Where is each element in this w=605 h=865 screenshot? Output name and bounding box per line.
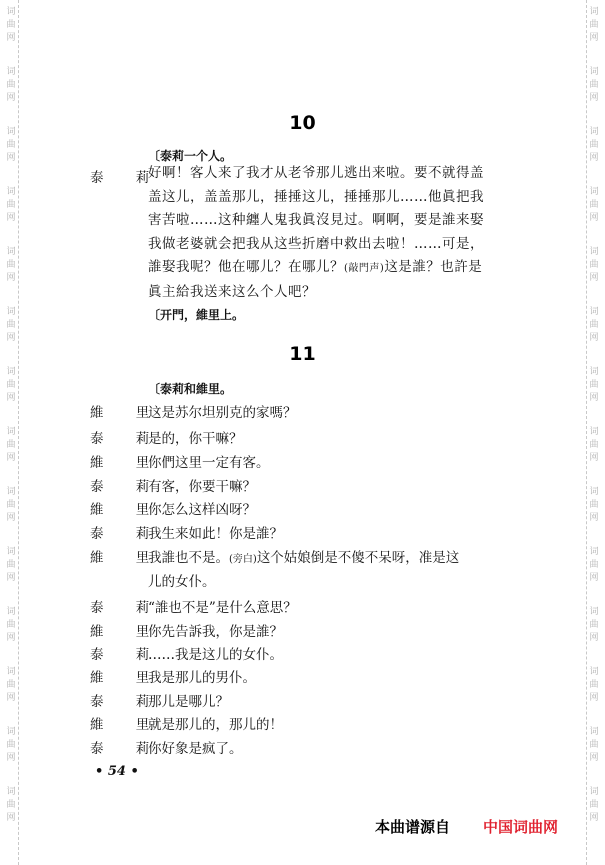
dialogue-speaker: 泰 莉 bbox=[90, 741, 164, 757]
dialogue-line: 你們这里一定有客。 bbox=[148, 455, 270, 471]
watermark-stamp: 词 曲 网 bbox=[6, 487, 16, 523]
dialogue-speaker: 維 里 bbox=[90, 502, 164, 518]
scene-10-number: 10 bbox=[289, 112, 316, 134]
dialogue-line: 就是那儿的，那儿的！ bbox=[148, 717, 283, 733]
watermark-stamp: 词 曲 网 bbox=[6, 307, 16, 343]
watermark-stamp: 词 曲 网 bbox=[589, 127, 599, 163]
watermark-stamp: 词 曲 网 bbox=[6, 67, 16, 103]
dialogue-line: 是的，你干嘛？ bbox=[148, 431, 243, 447]
watermark-stamp: 词 曲 网 bbox=[6, 7, 16, 43]
source-label: 本曲谱源自 bbox=[375, 818, 451, 836]
watermark-stamp: 词 曲 网 bbox=[6, 667, 16, 703]
watermark-stamp: 词 曲 网 bbox=[6, 787, 16, 823]
dialogue-line: 你怎么这样凶呀？ bbox=[148, 502, 256, 518]
watermark-stamp: 词 曲 网 bbox=[6, 127, 16, 163]
scene-11-stage-direction: 〔泰莉和維里。 bbox=[148, 382, 233, 396]
dialogue-speaker: 泰 莉 bbox=[90, 526, 164, 542]
scene-10-stage-direction: 〔泰莉一个人。 bbox=[148, 149, 233, 163]
watermark-stamp: 词 曲 网 bbox=[589, 247, 599, 283]
scene-11-number: 11 bbox=[289, 343, 316, 365]
dialogue-speaker: 維 里 bbox=[90, 624, 164, 640]
speech-text-end: 这是誰？也許是眞主給我送来这么个人吧？ bbox=[148, 259, 483, 300]
dialogue-line: 这是苏尔坦别克的家嗎？ bbox=[148, 405, 297, 421]
dialogue-line: “誰也不是”是什么意思？ bbox=[148, 600, 297, 616]
watermark-stamp: 词 曲 网 bbox=[589, 7, 599, 43]
scene-10-speech bbox=[148, 162, 493, 304]
watermark-stamp: 词 曲 网 bbox=[589, 607, 599, 643]
watermark-stamp: 词 曲 网 bbox=[6, 547, 16, 583]
dialogue-line-long bbox=[148, 546, 459, 566]
dialogue-line: ……我是这儿的女仆。 bbox=[148, 647, 283, 663]
watermark-stamp: 词 曲 网 bbox=[589, 307, 599, 343]
watermark-stamp: 词 曲 网 bbox=[6, 427, 16, 463]
speech-aside: (敲門声) bbox=[344, 263, 385, 274]
watermark-stamp: 词 曲 网 bbox=[589, 367, 599, 403]
watermark-stamp: 词 曲 网 bbox=[6, 607, 16, 643]
watermark-stamp: 词 曲 网 bbox=[6, 367, 16, 403]
watermark-stamp: 词 曲 网 bbox=[589, 787, 599, 823]
dialogue-line-continuation: 儿的女仆。 bbox=[148, 574, 216, 590]
watermark-stamp: 词 曲 网 bbox=[6, 187, 16, 223]
dialogue-line: 你先告訴我，你是誰？ bbox=[148, 624, 283, 640]
dialogue-speaker: 泰 莉 bbox=[90, 694, 164, 710]
watermark-stamp: 词 曲 网 bbox=[589, 487, 599, 523]
watermark-stamp: 词 曲 网 bbox=[589, 727, 599, 763]
dialogue-speaker: 維 里 bbox=[90, 455, 164, 471]
dialogue-speaker: 維 里 bbox=[90, 405, 164, 421]
dialogue-speaker: 泰 莉 bbox=[90, 431, 164, 447]
dialogue-speaker: 泰 莉 bbox=[90, 479, 164, 495]
long-line-aside: (旁白) bbox=[229, 554, 257, 565]
dialogue-line: 我是那儿的男仆。 bbox=[148, 670, 256, 686]
long-line-part2: 这个姑娘倒是不傻不呆呀，准是这 bbox=[256, 550, 460, 566]
dialogue-speaker: 維 里 bbox=[90, 670, 164, 686]
dialogue-speaker: 維 里 bbox=[90, 717, 164, 733]
dialogue-speaker: 維 里 bbox=[90, 550, 164, 566]
watermark-stamp: 词 曲 网 bbox=[6, 247, 16, 283]
long-line-part1: 我誰也不是。 bbox=[148, 550, 229, 566]
dialogue-line: 你好象是疯了。 bbox=[148, 741, 243, 757]
watermark-stamp: 词 曲 网 bbox=[589, 427, 599, 463]
scene-10-speaker: 泰 莉 bbox=[90, 170, 164, 186]
dialogue-line: 那儿是哪儿？ bbox=[148, 694, 229, 710]
watermark-stamp: 词 曲 网 bbox=[589, 67, 599, 103]
scene-10-stage-exit: 〔开門，維里上。 bbox=[148, 308, 245, 322]
dialogue-speaker: 泰 莉 bbox=[90, 647, 164, 663]
dialogue-speaker: 泰 莉 bbox=[90, 600, 164, 616]
watermark-stamp: 词 曲 网 bbox=[589, 667, 599, 703]
dialogue-line: 有客，你要干嘛？ bbox=[148, 479, 256, 495]
dialogue-line: 我生来如此！你是誰？ bbox=[148, 526, 283, 542]
page-number: • 54 • bbox=[95, 764, 139, 779]
watermark-stamp: 词 曲 网 bbox=[6, 727, 16, 763]
watermark-stamp: 词 曲 网 bbox=[589, 547, 599, 583]
source-site-link[interactable]: 中国词曲网 bbox=[483, 818, 559, 836]
speech-text: 好啊！客人来了我才从老爷那儿逃出来啦。要不就得盖盖这儿，盖盖那儿，捶捶这儿，捶捶那儿……他眞把我害苦啦……这种纏人鬼我眞沒見过。啊啊，要是誰来娶我做老婆就会把我从这些折磨中救出去啦！……可是，誰娶我呢？他在哪儿？在哪儿？ bbox=[148, 165, 484, 275]
watermark-stamp: 词 曲 网 bbox=[589, 187, 599, 223]
